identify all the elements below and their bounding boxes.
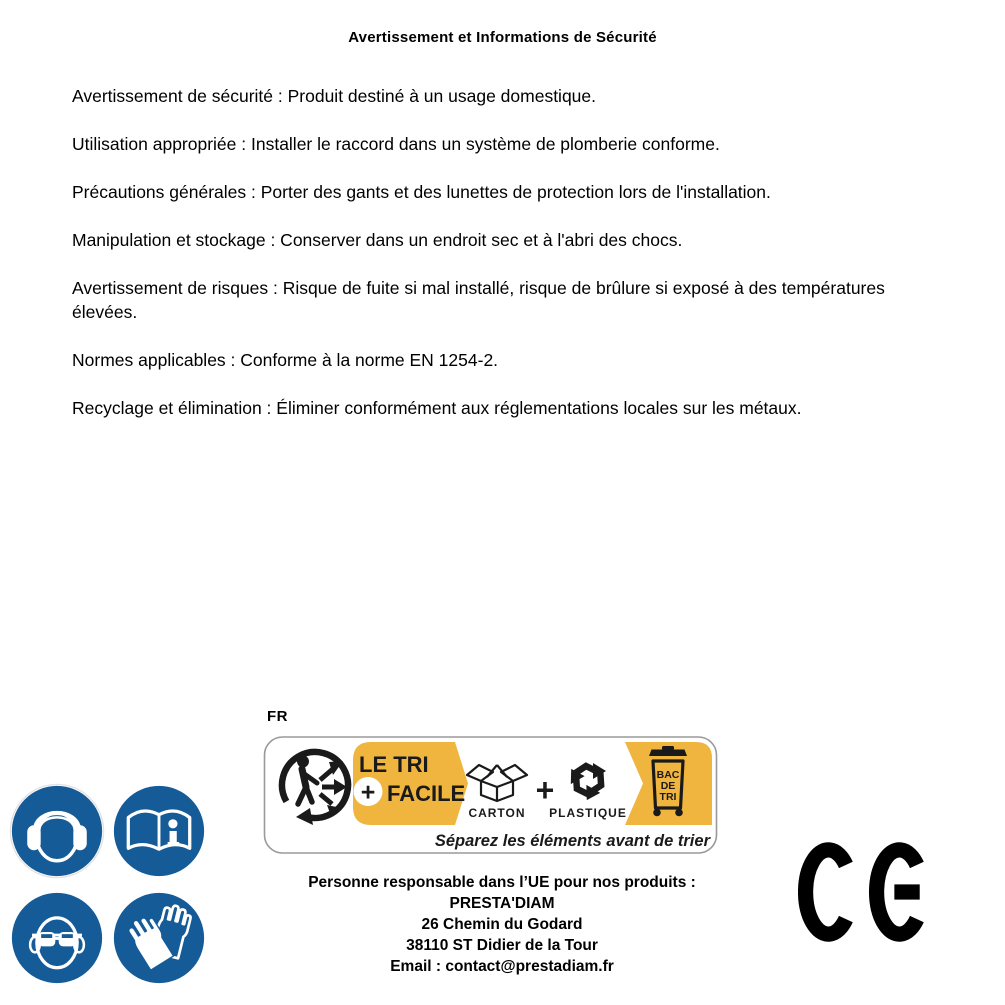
tri-headline-top: LE TRI [359, 752, 429, 777]
read-instruction-manual-icon [111, 783, 207, 879]
materials-plus: + [535, 772, 555, 808]
responsible-email: Email : contact@prestadiam.fr [390, 958, 614, 975]
tri-headline-plus: + [360, 778, 376, 807]
safety-paragraph: Manipulation et stockage : Conserver dans un endroit sec et à l'abri des chocs. [72, 230, 683, 250]
wear-eye-protection-icon [9, 890, 105, 986]
wear-ear-protection-icon [9, 783, 105, 879]
safety-paragraphs [72, 84, 932, 444]
material-left-label: CARTON [468, 806, 526, 820]
country-code-label: FR [267, 708, 288, 725]
ce-mark-icon [798, 841, 940, 943]
responsible-company: PRESTA'DIAM [449, 895, 555, 912]
safety-paragraph: Avertissement de risques : Risque de fuite si mal installé, risque de brûlure si exposé à des températures élevées. [72, 278, 885, 322]
responsible-person-block [272, 872, 732, 977]
responsible-city: 38110 ST Didier de la Tour [406, 937, 598, 954]
bin-label-line2: DE [660, 780, 676, 792]
bin-label-line1: BAC [656, 769, 680, 781]
responsible-street: 26 Chemin du Godard [421, 916, 583, 933]
mandatory-safety-icons [8, 783, 210, 988]
wear-protective-gloves-icon [111, 890, 207, 986]
responsible-line: Personne responsable dans l’UE pour nos produits : [308, 874, 696, 891]
recycling-sorting-label [263, 735, 719, 855]
safety-paragraph: Recyclage et élimination : Éliminer conformément aux réglementations locales sur les métaux. [72, 398, 802, 418]
safety-paragraph: Avertissement de sécurité : Produit destiné à un usage domestique. [72, 86, 597, 106]
safety-paragraph: Précautions générales : Porter des gants et des lunettes de protection lors de l'installation. [72, 182, 771, 202]
safety-paragraph: Normes applicables : Conforme à la norme EN 1254-2. [72, 350, 499, 370]
tri-headline-bottom: FACILE [387, 781, 466, 806]
safety-paragraph: Utilisation appropriée : Installer le raccord dans un système de plomberie conforme. [72, 134, 720, 154]
tri-caption: Séparez les éléments avant de trier [434, 832, 710, 850]
bin-label-line3: TRI [659, 791, 677, 803]
page-title: Avertissement et Informations de Sécurité [348, 29, 657, 46]
material-right-label: PLASTIQUE [549, 806, 627, 820]
